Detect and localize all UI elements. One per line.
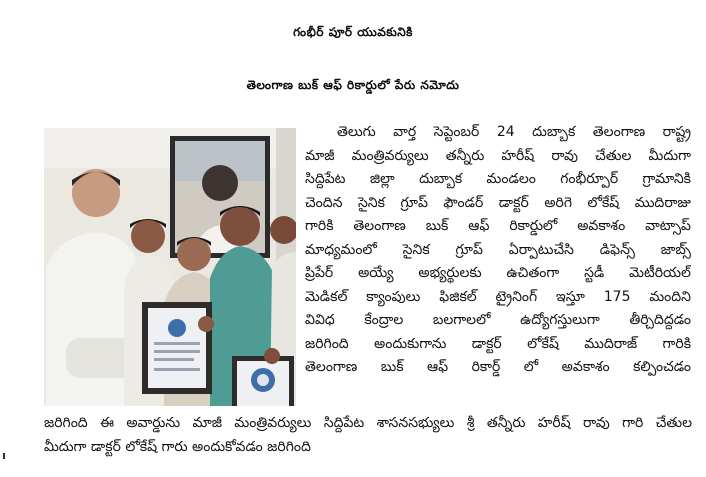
article-line: తెలంగాణ బుక్ ఆఫ్ రికార్డ్ లో అవకాశం కల్పించడం [305,359,691,375]
article-line: గారికి తెలంగాణ బుక్ ఆఫ్ రికార్డులో అవకాశం వాట్సాప్ [305,218,691,234]
article-line: మీదుగా డాక్టర్ లోకేష్ గారు అందుకోవడం జరిగింది [44,438,311,455]
article-line: మాధ్యమంలో సైనిక గ్రూప్ ఏర్పాటుచేసి డిఫెన్స్ జాబ్స్ [305,241,691,258]
article-line: జరిగింది ఈ అవార్డును మాజీ మంత్రివర్యులు సిద్దిపేట శాసనసభ్యులు శ్రీ తన్నీరు హరీష్ రావు గారి చేతుల [44,415,692,431]
article-body-right-column [305,121,691,380]
article-line: మెడికల్ క్యాంపులు ఫిజికల్ ట్రైనింగ్ ఇస్తూ 175 మందిని [305,288,691,305]
article-line: ప్రిపేర్ అయ్యే అభ్యర్థులకు ఉచితంగా స్టడీ మెటీరియల్ [305,265,691,281]
news-photo [44,128,296,406]
article-line: చెందిన సైనిక గ్రూప్ ఫౌండర్ డాక్టర్ అరిగె లోకేష్ ముదిరాజు [305,194,691,211]
article-line: సిద్దిపేట జిల్లా దుబ్బాక మండలం గంభీర్పూర్ గ్రామానికి [305,171,691,187]
article-line: వివిధ కేంద్రాల బలగాలలో ఉద్యోగస్తులుగా తీర్చిదిద్దడం [305,312,691,328]
article-line: మాజీ మంత్రివర్యులు తన్నీరు హరీష్ రావు చేతుల మీదుగా [305,147,691,164]
edge-mark [3,453,5,459]
article-line: జరిగింది అందుకుగాను డాక్టర్ లోకేష్ ముదిరాజ్ గారికి [305,335,691,352]
headline-line-1: గంభీర్ పూర్ యువకునికి [293,25,413,39]
headline-line-2: తెలంగాణ బుక్ ఆఫ్ రికార్డులో పేరు నమోదు [246,78,460,92]
article-body-full-width [44,412,692,459]
article-line: తెలుగు వార్త సెప్టెంబర్ 24 దుబ్బాక తెలంగాణ రాష్ట్ర [337,124,691,140]
